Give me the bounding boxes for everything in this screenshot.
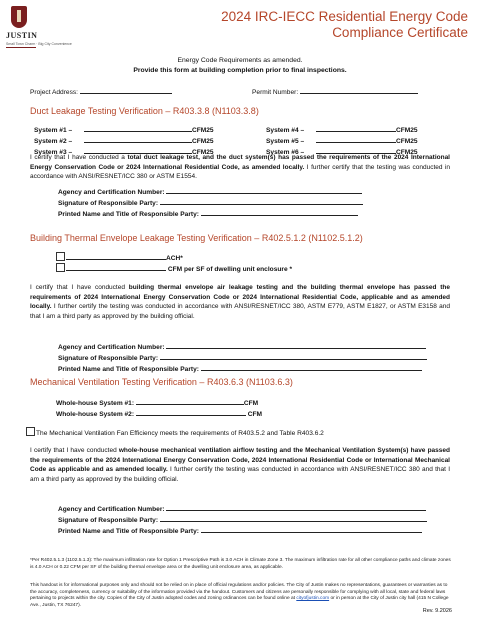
envelope-printed-name-input[interactable] [201,363,422,371]
title-line2: Compliance Certificate [332,25,468,40]
whole-house-2-input[interactable] [136,408,246,416]
shield-icon [11,6,27,28]
envelope-ach-row: ACH* [56,252,183,263]
whole-house-1-input[interactable] [136,397,244,405]
duct-system-row: System #2 – CFM25 [34,135,214,146]
duct-system-row: System #3 – CFM25 [34,146,214,157]
ventilation-section-heading: Mechanical Ventilation Testing Verification – R403.6.3 (N1103.6.3) [30,377,293,387]
agency-label: Agency and Certification Number: [58,189,165,196]
ach-input[interactable] [66,252,166,260]
ventilation-signature-block: Agency and Certification Number: Signature of Responsible Party: Printed Name and Title of Responsible Party: [58,503,427,536]
duct-system-1-input[interactable] [84,124,192,132]
project-address-field [30,86,172,98]
duct-signature-block [58,186,363,219]
ventilation-agency-input[interactable] [166,503,426,511]
city-logo [6,6,72,52]
logo-underline [6,47,36,48]
ach-checkbox[interactable] [56,252,65,261]
page-title [221,9,468,41]
permit-number-input[interactable] [300,86,418,94]
whole-house-2-label: Whole-house System #2: [56,411,135,418]
duct-certification-text: I certify that I have conducted a total duct leakage test, and the duct system(s) has passed the requirements of the 2024 International Energy Conservation Code or 2024 International Residential Code, as amended locally. I further certify that the testing was conducted in accordance with ANSI/RESNET/ICC 380 or ASTM E1554. [30,154,450,180]
disclaimer: This handout is for informational purposes only and should not be relied on in place of official regulations and/or policies. The City of Justin makes no representations, guarantees or warranties as to the accuracy, completeness, currency or suitability of the information provided via the handout. Customers and citizens are personally responsible for complying with all local, state and federal laws pertaining to projects within the city. Copies of the City of Justin adopted codes and zoning ordinances can be found online at cityofjustin.com or in person at the City of Justin city hall (415 N College Ave., Justin, TX 76247). [30,583,449,608]
permit-number-field [252,86,418,98]
logo-subtext: Small Town Charm · Big City Convenience [6,42,72,46]
fan-efficiency-label: The Mechanical Ventilation Fan Efficiency meets the requirements of R403.5.2 and Table R403.6.2 [36,430,324,437]
intro-line1: Energy Code Requirements as amended. [177,57,303,64]
title-line1: 2024 IRC-IECC Residential Energy Code [221,9,468,24]
cfm-input[interactable] [66,263,166,271]
duct-agency-input[interactable] [166,186,362,194]
ventilation-certification-text: I certify that I have conducted whole-house mechanical ventilation airflow testing and the Mechanical Ventilation System(s) have passed the requirements of the 2024 International Energy Conservation Code, 2024 International Residential Code or International Mechanical Code as applicable and as amended locally. I further certify the testing was conducted in accordance with ANSI/RESNET/ICC 380 and that I am a third party as approved by the building official. [30,447,450,483]
duct-printed-name-input[interactable] [201,208,358,216]
website-link[interactable]: cityofjustin.com [296,596,330,602]
cfm-checkbox[interactable] [56,263,65,272]
duct-system-row: System #5 – CFM25 [266,135,418,146]
duct-signature-input[interactable] [160,197,363,205]
intro-line2: Provide this form at building completion prior to final inspections. [133,67,347,74]
envelope-signature-block: Agency and Certification Number: Signature of Responsible Party: Printed Name and Title of Responsible Party: [58,341,427,374]
infiltration-footnote: *Per R402.5.1.3 (1102.5.1.3): The maximum infiltration rate for Option 1 Prescriptive Path is 3.0 ACH in Climate Zone 3. The maximum infiltration rate for all other compliance paths and climate zones is 4.0 ACH or 0.22 CFM per SF of the building thermal envelope area or the dwelling unit enclosure area, as applicable. [30,558,451,570]
envelope-cfm-row: CFM per SF of dwelling unit enclosure * [56,263,292,274]
duct-system-row: System #4 – CFM25 [266,124,418,135]
duct-system-row: System #1 – CFM25 [34,124,214,135]
envelope-certification-text: I certify that I have conducted building thermal envelope air leakage testing and the building thermal envelope has passed the requirements of 2024 International Energy Conservation Code or 2024 International Residential Code, applicable and as amended locally. I further certify the testing was conducted in accordance with ANSI/RESNET/ICC 380, ASTM E779, ASTM E1827, or ASTM E3158 and that I am a third party as approved by the building official. [30,284,450,320]
envelope-section-heading: Building Thermal Envelope Leakage Testing Verification – R402.5.1.2 (N1102.5.1.2) [30,233,363,243]
printed-name-label: Printed Name and Title of Responsible Party: [58,211,199,218]
fan-efficiency-checkbox[interactable] [26,427,35,436]
ventilation-systems: Whole-house System #1: CFM Whole-house System #2: CFM [56,397,262,419]
envelope-signature-input[interactable] [160,352,427,360]
envelope-agency-input[interactable] [166,341,426,349]
project-address-input[interactable] [80,86,172,94]
permit-number-label: Permit Number: [252,89,299,96]
duct-system-2-input[interactable] [84,135,192,143]
whole-house-1-label: Whole-house System #1: [56,400,135,407]
ventilation-signature-input[interactable] [160,514,427,522]
duct-system-4-input[interactable] [316,124,396,132]
signature-label: Signature of Responsible Party: [58,200,159,207]
fan-efficiency-row [26,427,324,439]
project-address-label: Project Address: [30,89,79,96]
duct-system-row: System #6 – CFM25 [266,146,418,157]
ventilation-printed-name-input[interactable] [201,525,422,533]
duct-system-5-input[interactable] [316,135,396,143]
revision-label: Rev. 9.2026 [422,608,452,614]
duct-section-heading: Duct Leakage Testing Verification – R403.3.8 (N1103.3.8) [30,106,259,116]
logo-text: JUSTIN [6,31,38,40]
